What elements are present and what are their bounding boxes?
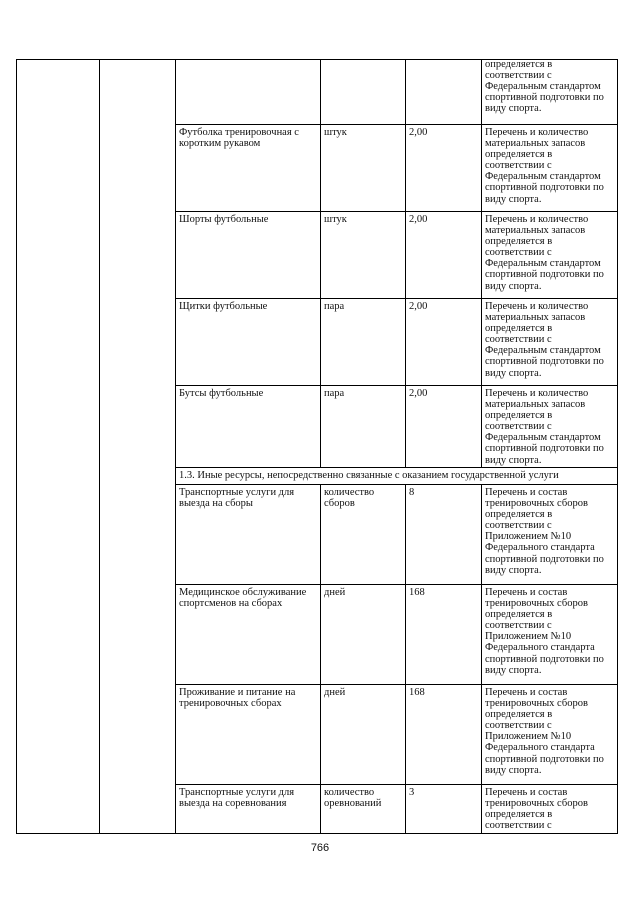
- note-cell: Перечень и состав тренировочных сборов определяется в соответствии с Приложением №10 Федерального стандарта спортивной подготовки по виду спорта.: [485, 487, 604, 576]
- item-unit: дней: [324, 687, 346, 698]
- item-name: Транспортные услуги для выезда на соревнования: [179, 787, 295, 810]
- item-qty: 168: [409, 587, 425, 598]
- row-divider: [175, 467, 617, 468]
- item-unit: количество оревнований: [324, 787, 382, 810]
- note-cell: Перечень и количество материальных запасов определяется в соответствии с Федеральным стандартом спортивной подготовки по виду спорта.: [485, 388, 604, 466]
- item-qty: 168: [409, 687, 425, 698]
- item-name: Футболка тренировочная с коротким рукавом: [179, 127, 299, 150]
- row-divider: [175, 684, 617, 685]
- column-divider: [320, 484, 321, 833]
- resources-table: [16, 59, 618, 834]
- row-divider: [175, 484, 617, 485]
- note-cell: Перечень и количество материальных запасов определяется в соответствии с Федеральным стандартом спортивной подготовки по виду спорта.: [485, 127, 604, 205]
- item-qty: 8: [409, 487, 415, 498]
- note-cell: Перечень и состав тренировочных сборов определяется в соответствии с Приложением №10 Федерального стандарта спортивной подготовки по виду спорта.: [485, 687, 604, 776]
- row-divider: [175, 584, 617, 585]
- item-qty: 2,00: [409, 214, 428, 225]
- item-name: Проживание и питание на тренировочных сборах: [179, 687, 296, 710]
- note-cell: определяется в соответствии с Федеральным стандартом спортивной подготовки по виду спорта.: [485, 59, 604, 115]
- note-cell: Перечень и состав тренировочных сборов определяется в соответствии с Приложением №10 Федерального стандарта спортивной подготовки по виду спорта.: [485, 587, 604, 676]
- item-name: Шорты футбольные: [179, 214, 269, 225]
- item-qty: 3: [409, 787, 415, 798]
- item-name: Бутсы футбольные: [179, 388, 264, 399]
- item-qty: 2,00: [409, 127, 428, 138]
- column-divider: [405, 484, 406, 833]
- row-divider: [175, 124, 617, 125]
- column-divider: [320, 60, 321, 467]
- row-divider: [175, 784, 617, 785]
- item-unit: количество сборов: [324, 487, 375, 510]
- item-unit: пара: [324, 388, 345, 399]
- row-divider: [175, 211, 617, 212]
- item-qty: 2,00: [409, 388, 428, 399]
- item-unit: штук: [324, 214, 347, 225]
- item-name: Транспортные услуги для выезда на сборы: [179, 487, 295, 510]
- item-name: Щитки футбольные: [179, 301, 268, 312]
- column-divider: [481, 484, 482, 833]
- column-divider: [481, 60, 482, 467]
- note-cell: Перечень и количество материальных запасов определяется в соответствии с Федеральным стандартом спортивной подготовки по виду спорта.: [485, 301, 604, 379]
- column-divider: [99, 60, 100, 833]
- column-divider: [405, 60, 406, 467]
- item-name: Медицинское обслуживание спортсменов на сборах: [179, 587, 307, 610]
- note-cell: Перечень и количество материальных запасов определяется в соответствии с Федеральным стандартом спортивной подготовки по виду спорта.: [485, 214, 604, 292]
- column-divider: [175, 60, 176, 833]
- row-divider: [175, 385, 617, 386]
- row-divider: [175, 298, 617, 299]
- item-unit: дней: [324, 587, 346, 598]
- item-unit: штук: [324, 127, 347, 138]
- item-qty: 2,00: [409, 301, 428, 312]
- item-unit: пара: [324, 301, 345, 312]
- note-cell: Перечень и состав тренировочных сборов определяется в соответствии с: [485, 787, 588, 832]
- page-number: 766: [310, 842, 330, 854]
- section-header: 1.3. Иные ресурсы, непосредственно связанные с оказанием государственной услуги: [179, 470, 559, 481]
